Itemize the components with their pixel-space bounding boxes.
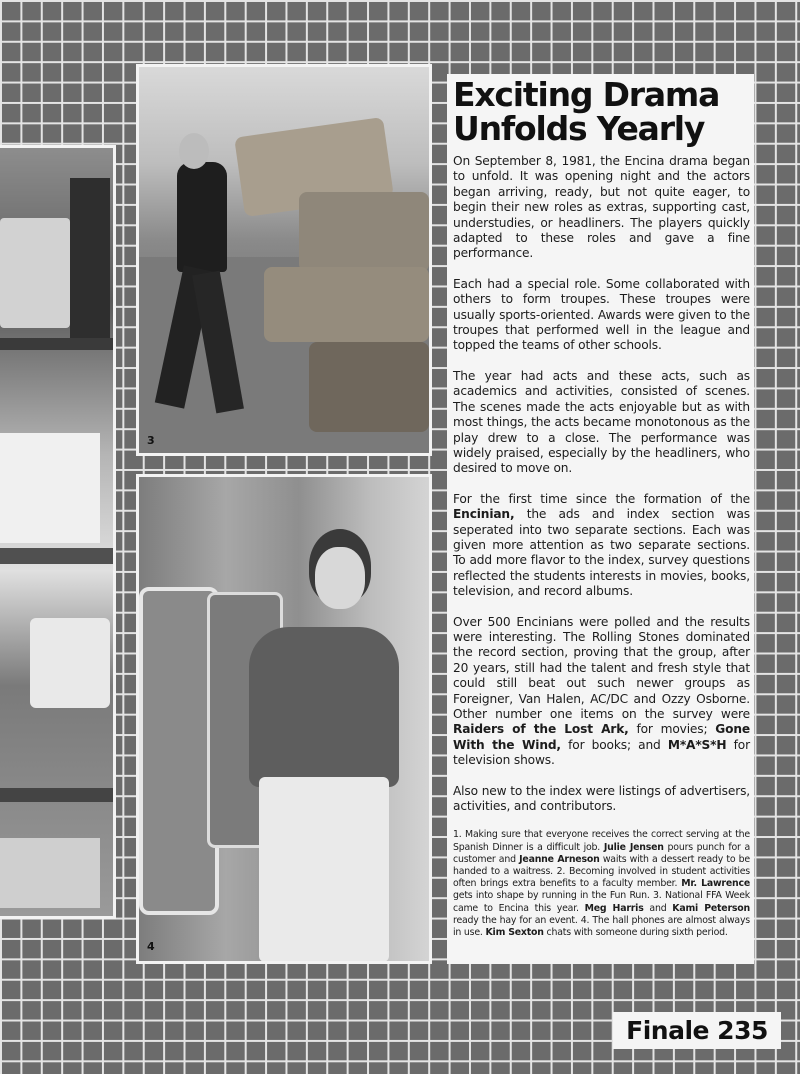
paragraph: The year had acts and these acts, such as academics and activities, consisted of scenes. The scenes made the acts enjoyable but as with most things, the acts became monotonous as the play drew to a close. The performance was widely praised, especially by the headliners, who desired to move on. (453, 368, 750, 476)
text-run: For the first time since the formation of the (453, 491, 750, 506)
paragraph: Also new to the index were listings of advertisers, activities, and contributors. (453, 783, 750, 814)
headline: Exciting Drama Unfolds Yearly (453, 75, 720, 148)
photo-spanish-dinner (0, 145, 116, 919)
caption-text: pours punch for a customer and (453, 841, 750, 865)
photo-number: 3 (147, 434, 155, 447)
caption-text: chats with someone during sixth period. (543, 927, 728, 939)
tv-title: M*A*S*H (667, 737, 727, 752)
movie-title: Raiders of the Lost Ark, (453, 722, 629, 737)
photo-hall-phone (136, 474, 432, 964)
caption-name: Mr. Lawrence (681, 878, 751, 890)
caption-text: and (643, 902, 673, 914)
caption-name: Julie Jensen (603, 841, 664, 853)
caption-name: Jeanne Arneson (519, 853, 600, 865)
text-run: for movies; (628, 722, 716, 737)
caption-text: ready the hay for an event. 4. The hall phones are almost always in use. (453, 914, 750, 939)
caption-text: gets into shape by running in the Fun Run. 3. National FFA Week came to Encina this year. (453, 890, 750, 914)
caption-name: Meg Harris (584, 902, 644, 914)
text-run: for television shows. (453, 737, 750, 768)
book-title: Gone With the Wind, (453, 722, 750, 752)
article-panel (447, 74, 754, 964)
caption-name: Kim Sexton (485, 927, 544, 939)
photo-hay-bales (136, 64, 432, 456)
page-folio: Finale 235 (613, 1012, 781, 1049)
caption-text: waits with a dessert ready to be handed to a waitress. 2. Becoming involved in student activities often brings extra benefits to a faculty member. (453, 853, 750, 890)
photo-captions (453, 829, 750, 939)
paragraph: On September 8, 1981, the Encina drama began to unfold. It was opening night and the actors began arriving, ready, but not quite eager, to begin their new roles as extras, supporting cast, understudies, or headliners. The players quickly adapted to these roles and gave a fine performance. (453, 154, 750, 261)
paragraph-index-sections (453, 492, 750, 600)
photo-number: 4 (147, 940, 155, 953)
caption-name: Kami Peterson (672, 902, 750, 914)
text-run: the ads and index section was seperated into two separate sections. Each was given more attention as two separate sections. To add more flavor to the index, survey questions reflected the students interests in movies, books, television, and record albums. (453, 507, 750, 599)
yearbook-name: Encinian, (453, 507, 515, 522)
text-run: for books; and (560, 737, 668, 752)
paragraph-survey (453, 615, 750, 769)
caption-text: 1. Making sure that everyone receives the correct serving at the Spanish Dinner is a difficult job. (453, 829, 750, 853)
paragraph: Each had a special role. Some collaborated with others to form troupes. These troupes were usually sports-oriented. Awards were given to the troupes that performed well in the league and topped the teams of other schools. (453, 276, 750, 353)
text-run: Over 500 Encinians were polled and the results were interesting. The Rolling Stones dominated the record section, proving that the group, after 20 years, still had the talent and fresh style that could still beat out such newer groups as Foreigner, Van Halen, AC/DC and Ozzy Osborne. Other number one items on the survey were (453, 614, 750, 721)
